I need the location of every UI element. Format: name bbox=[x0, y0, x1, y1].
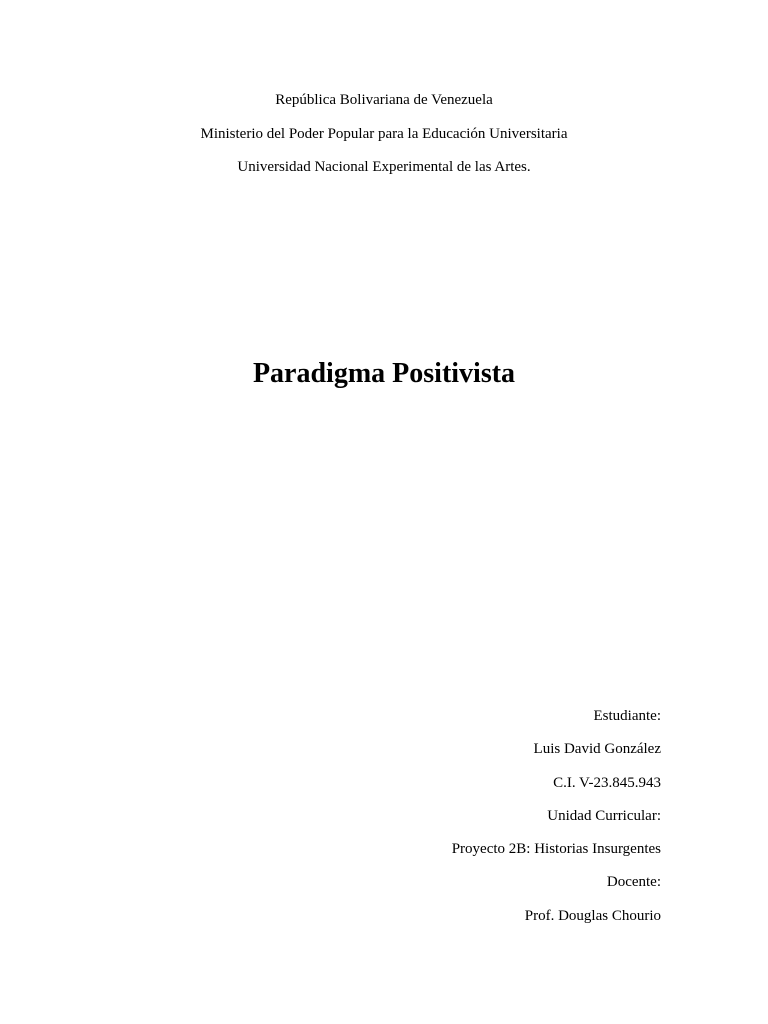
document-title: Paradigma Positivista bbox=[252, 358, 516, 389]
student-id: C.I. V-23.845.943 bbox=[553, 774, 661, 791]
student-label: Estudiante: bbox=[593, 708, 661, 724]
course-name: Proyecto 2B: Historias Insurgentes bbox=[451, 841, 661, 858]
university-line: Universidad Nacional Experimental de las Artes. bbox=[237, 159, 531, 175]
author-block bbox=[452, 706, 661, 939]
ministry-line: Ministerio del Poder Popular para la Educación Universitaria bbox=[200, 125, 568, 142]
student-name: Luis David González bbox=[533, 741, 661, 758]
teacher-label: Docente: bbox=[606, 874, 661, 891]
course-label: Unidad Curricular: bbox=[547, 807, 661, 824]
teacher-name: Prof. Douglas Chourio bbox=[524, 907, 661, 924]
institution-header bbox=[0, 90, 768, 191]
country-line: República Bolivariana de Venezuela bbox=[275, 92, 493, 108]
